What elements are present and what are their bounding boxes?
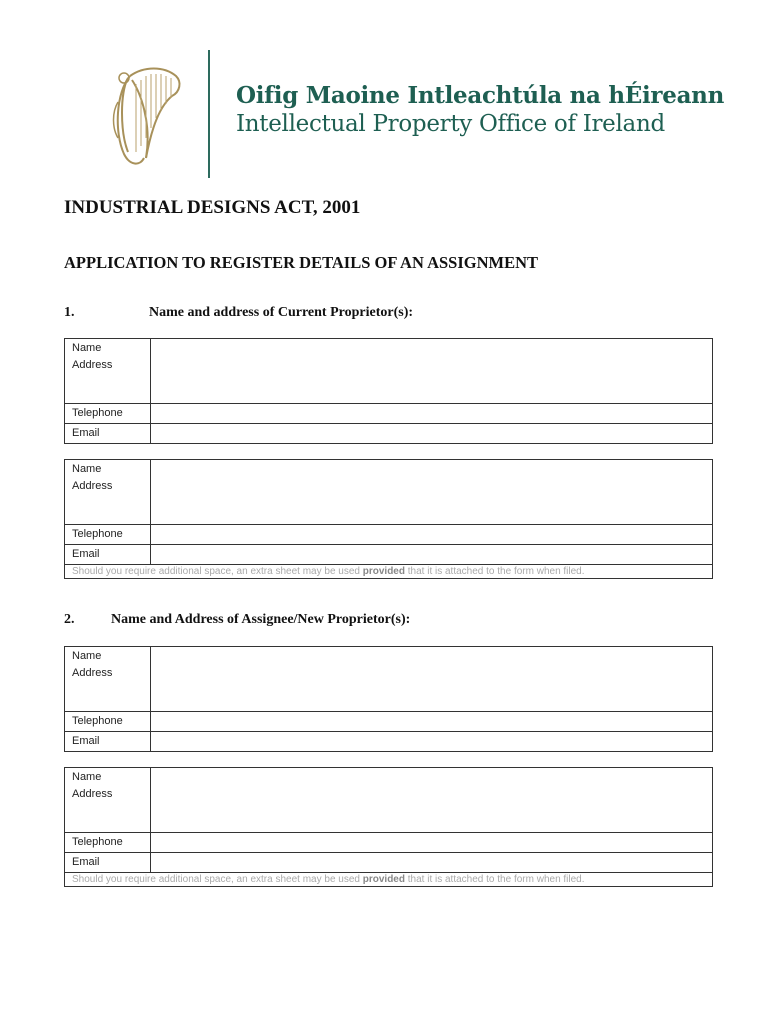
email-field[interactable] (151, 424, 712, 443)
email-field[interactable] (151, 545, 712, 564)
section-2-number: 2. (64, 612, 75, 627)
address-label: Address (72, 788, 113, 800)
act-title: INDUSTRIAL DESIGNS ACT, 2001 (64, 197, 361, 218)
org-name-english: Intellectual Property Office of Ireland (236, 111, 665, 137)
telephone-label: Telephone (72, 836, 123, 848)
application-title: APPLICATION TO REGISTER DETAILS OF AN ASSIGNMENT (64, 253, 539, 272)
telephone-label: Telephone (72, 407, 123, 419)
name-address-field[interactable] (151, 647, 712, 711)
section-1-title: Name and address of Current Proprietor(s): (149, 305, 414, 320)
name-label: Name (72, 463, 102, 475)
name-label: Name (72, 342, 102, 354)
additional-space-note: Should you require additional space, an extra sheet may be used provided that it is attached to the form when filed. (65, 872, 712, 886)
current-proprietor-1-form (64, 338, 713, 444)
email-label: Email (72, 856, 100, 868)
section-1-number: 1. (64, 305, 75, 320)
address-label: Address (72, 480, 113, 492)
org-name-irish: Oifig Maoine Intleachtúla na hÉireann (236, 82, 725, 109)
additional-space-note: Should you require additional space, an extra sheet may be used provided that it is attached to the form when filed. (65, 564, 712, 578)
address-label: Address (72, 667, 113, 679)
telephone-field[interactable] (151, 525, 712, 544)
name-address-field[interactable] (151, 339, 712, 403)
current-proprietor-2-form (64, 459, 713, 579)
telephone-field[interactable] (151, 833, 712, 852)
name-label: Name (72, 650, 102, 662)
address-label: Address (72, 359, 113, 371)
email-field[interactable] (151, 732, 712, 751)
telephone-field[interactable] (151, 712, 712, 731)
email-label: Email (72, 548, 100, 560)
telephone-label: Telephone (72, 528, 123, 540)
assignee-1-form (64, 646, 713, 752)
telephone-field[interactable] (151, 404, 712, 423)
assignee-2-form (64, 767, 713, 887)
email-field[interactable] (151, 853, 712, 872)
section-2-title: Name and Address of Assignee/New Proprietor(s): (111, 612, 411, 627)
header-divider (208, 50, 210, 178)
telephone-label: Telephone (72, 715, 123, 727)
email-label: Email (72, 427, 100, 439)
name-address-field[interactable] (151, 460, 712, 524)
email-label: Email (72, 735, 100, 747)
name-label: Name (72, 771, 102, 783)
name-address-field[interactable] (151, 768, 712, 832)
harp-icon (110, 62, 184, 170)
